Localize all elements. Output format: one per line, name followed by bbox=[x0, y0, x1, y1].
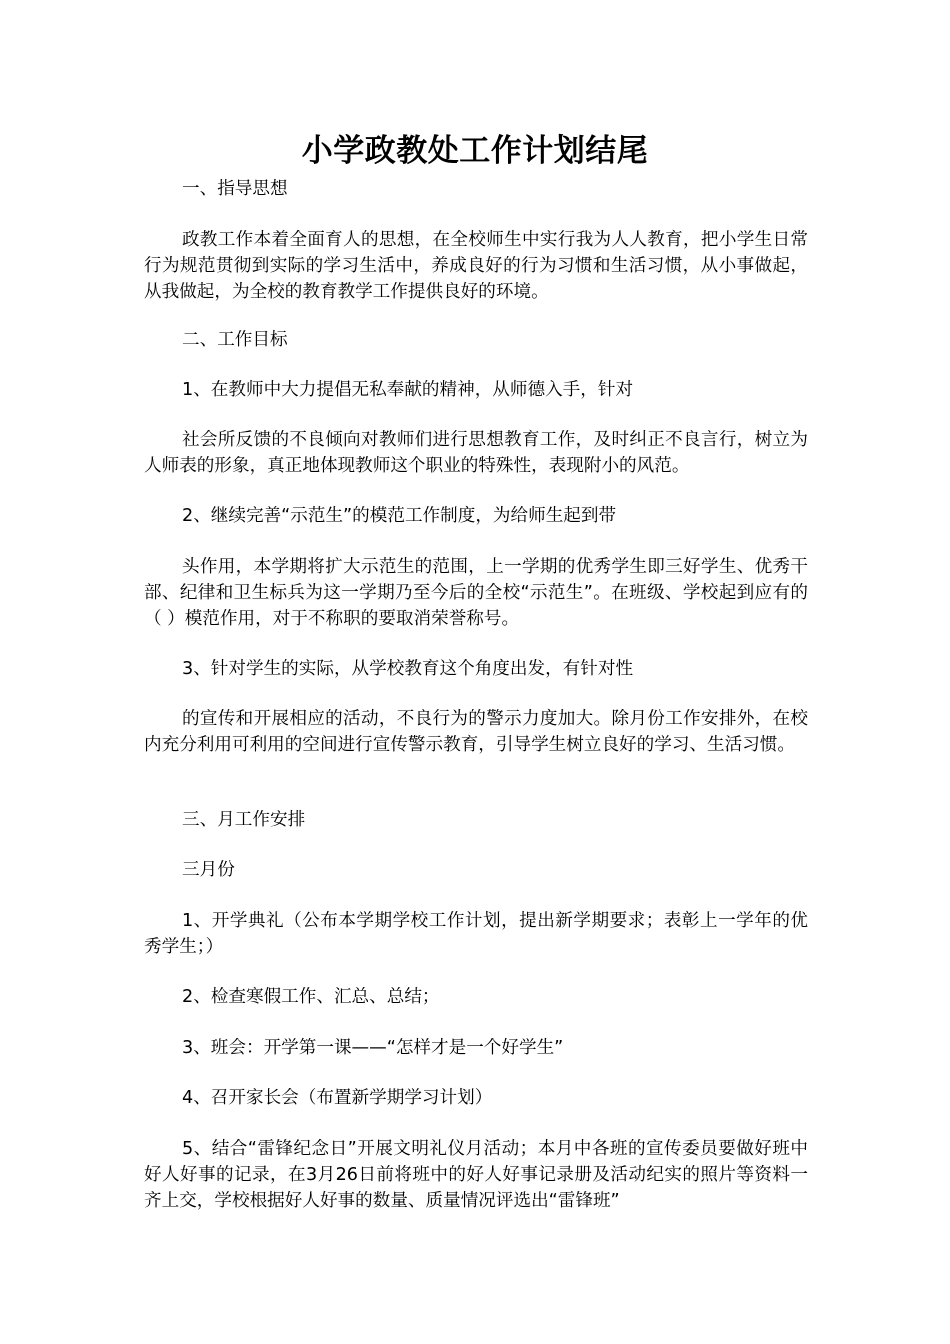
march-item-5: 5、结合“雷锋纪念日”开展文明礼仪月活动；本月中各班的宣传委员要做好班中好人好事的记录，在3月26日前将班中的好人好事记录册及活动纪实的照片等资料一齐上交，学校根据好人好事的数量、质量情况评选出“雷锋班” bbox=[144, 1139, 808, 1211]
subheading-march: 三月份 bbox=[182, 860, 235, 880]
document-title: 小学政教处工作计划结尾 bbox=[301, 133, 649, 169]
march-item-2: 2、检查寒假工作、汇总、总结； bbox=[182, 987, 440, 1007]
goal-2-body: 头作用，本学期将扩大示范生的范围，上一学期的优秀学生即三好学生、优秀干部、纪律和卫生标兵为这一学期乃至今后的全校“示范生”。在班级、学校起到应有的（ ）模范作用，对于不称职的要取消荣誉称号。 bbox=[144, 557, 808, 629]
goal-1-body: 社会所反馈的不良倾向对教师们进行思想教育工作，及时纠正不良言行，树立为人师表的形象，真正地体现教师这个职业的特殊性，表现附小的风范。 bbox=[144, 430, 808, 476]
paragraph-guiding-ideology: 政教工作本着全面育人的思想，在全校师生中实行我为人人教育，把小学生日常行为规范贯彻到实际的学习生活中，养成良好的行为习惯和生活习惯，从小事做起，从我做起，为全校的教育教学工作提供良好的环境。 bbox=[144, 230, 808, 302]
heading-guiding-ideology: 一、指导思想 bbox=[182, 179, 288, 199]
goal-3-intro: 3、针对学生的实际，从学校教育这个角度出发，有针对性 bbox=[182, 659, 634, 679]
goal-3-body: 的宣传和开展相应的活动，不良行为的警示力度加大。除月份工作安排外，在校内充分利用可利用的空间进行宣传警示教育，引导学生树立良好的学习、生活习惯。 bbox=[144, 709, 808, 755]
march-item-4: 4、召开家长会（布置新学期学习计划） bbox=[182, 1088, 493, 1108]
heading-work-goals: 二、工作目标 bbox=[182, 330, 288, 350]
march-item-1: 1、开学典礼（公布本学期学校工作计划，提出新学期要求；表彰上一学年的优秀学生；） bbox=[144, 911, 808, 957]
goal-2-intro: 2、继续完善“示范生”的模范工作制度，为给师生起到带 bbox=[182, 506, 617, 526]
heading-monthly-schedule: 三、月工作安排 bbox=[182, 810, 306, 830]
goal-1-intro: 1、在教师中大力提倡无私奉献的精神，从师德入手，针对 bbox=[182, 380, 634, 400]
march-item-3: 3、班会：开学第一课——“怎样才是一个好学生” bbox=[182, 1038, 564, 1058]
